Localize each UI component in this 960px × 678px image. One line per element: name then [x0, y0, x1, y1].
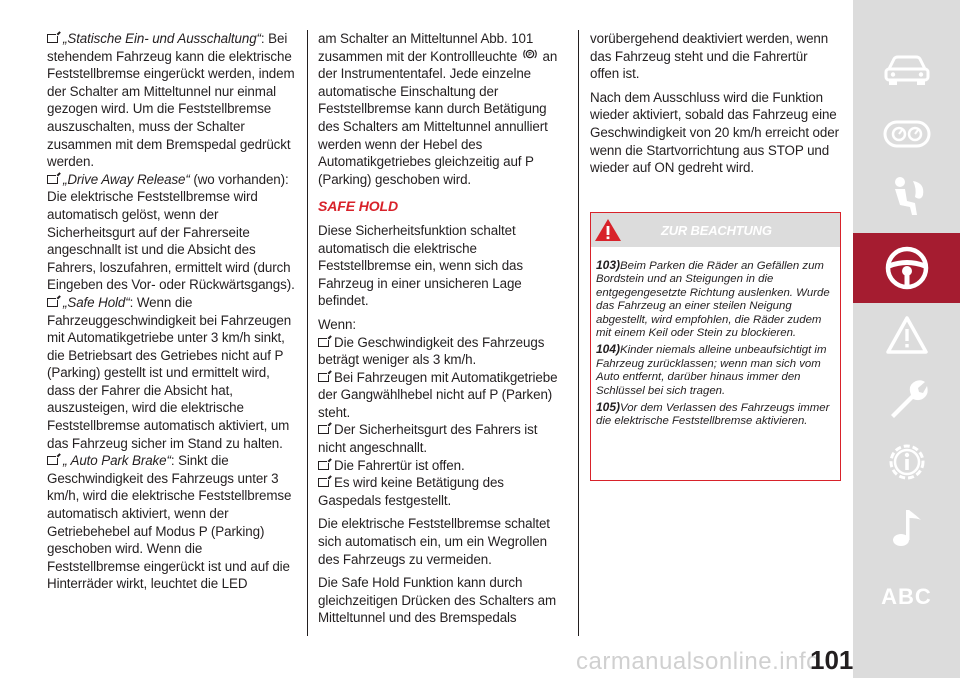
svg-text:P: P	[528, 51, 532, 58]
dashboard-icon	[883, 119, 931, 149]
bullet-drive-away	[47, 171, 297, 294]
sidebar-item-warnings[interactable]	[853, 300, 960, 370]
column-divider	[578, 30, 579, 636]
condition-item	[318, 334, 566, 369]
wrench-icon	[885, 377, 929, 421]
car-icon	[883, 55, 931, 87]
warning-note	[596, 401, 836, 429]
item-title: „Statische Ein- und Ausschaltung“	[63, 31, 261, 46]
watermark: carmanualsonline.info	[576, 648, 820, 675]
wenn-label: Wenn:	[318, 316, 356, 332]
paragraph: Die elektrische Feststellbremse schaltet sich automatisch ein, um ein Wegrollen des Fahrzeugs zu vermeiden.	[318, 516, 550, 567]
note-text: Beim Parken die Räder an Gefällen zum Bordstein und an Steigungen in die entgegengesetzte Richtung auslenken. Wurde das Fahrzeug an einer steilen Neigung abgestellt, wird empfohlen, die Räder zudem mit einem Keil oder Stein zu blockieren.	[596, 260, 830, 340]
paragraph-text: an der Instrumententafel. Jede einzelne automatische Einschaltung der Feststellbremse kann durch Betätigung des Schalters am Mitteltunnel annulliert werden wenn der Hebel des Automatikgetriebes gleichzeitig auf P (Parking) geschoben wird.	[318, 48, 558, 187]
sidebar-item-multimedia[interactable]	[853, 493, 960, 563]
continuation-paragraph	[318, 30, 566, 188]
item-text: : Wenn die Fahrzeuggeschwindigkeit bei Fahrzeugen mit Automatikgetriebe unter 3 km/h sinkt, die Betriebsart des Getriebes nicht auf P (Parking) gestellt ist und ermittelt wird, dass der Fahrer die Absicht hat, auszusteigen, wird die elektrische Feststellbremse automatisch aktiviert, um das Fahrzeug sicher im Stand zu halten.	[47, 294, 292, 451]
note-number: 103)	[596, 258, 621, 272]
sidebar-item-maintenance[interactable]	[853, 364, 960, 434]
bullet-box-icon	[318, 461, 329, 470]
condition-item	[318, 369, 566, 422]
condition-item	[318, 474, 566, 509]
warning-note	[596, 343, 836, 398]
paragraph-text: am Schalter an Mitteltunnel Abb. 101 zusammen mit der Kontrollleuchte	[318, 31, 534, 64]
parking-brake-warning-icon	[523, 48, 537, 60]
warning-note	[596, 259, 836, 340]
sidebar-item-dashboard[interactable]	[853, 99, 960, 169]
airbag-icon	[885, 175, 929, 219]
item-text: (wo vorhanden): Die elektrische Feststellbremse wird automatisch gelöst, wenn der Sicherheitsgurt auf der Fahrerseite angeschnallt ist und die Absicht des Fahrers, loszufahren, ermittelt wird (durch Eingeben des Vor- oder Rückwärtsgangs).	[47, 171, 295, 293]
sidebar-item-index[interactable]	[853, 562, 960, 632]
condition-text: Die Geschwindigkeit des Fahrzeugs beträgt weniger als 3 km/h.	[318, 334, 545, 368]
bullet-box-icon	[318, 373, 329, 382]
note-number: 104)	[596, 342, 621, 357]
condition-item	[318, 457, 566, 475]
sidebar-item-technical-data[interactable]	[853, 427, 960, 497]
sidebar-item-driving[interactable]	[853, 233, 960, 303]
sidebar-item-safety[interactable]	[853, 162, 960, 232]
item-title: „Drive Away Release“	[63, 171, 190, 187]
warning-box	[590, 212, 841, 481]
warning-icon	[885, 315, 929, 355]
section-heading-safe-hold: SAFE HOLD	[318, 198, 398, 215]
warning-body	[591, 247, 840, 429]
sidebar-item-car[interactable]	[853, 36, 960, 106]
paragraph: Die Safe Hold Funktion kann durch gleichzeitigen Drücken des Schalters am Mitteltunnel und des Bremspedals	[318, 575, 556, 626]
bullet-box-icon	[318, 338, 329, 347]
info-gear-icon	[885, 440, 929, 484]
warning-header	[591, 213, 840, 247]
chapter-sidebar	[853, 0, 960, 678]
steering-wheel-icon	[884, 245, 930, 291]
paragraph: Diese Sicherheitsfunktion schaltet automatisch die elektrische Feststellbremse ein, wenn sich das Fahrzeug in einer unsicheren Lage befindet.	[318, 222, 523, 309]
music-note-icon	[887, 506, 927, 550]
bullet-box-icon	[47, 175, 58, 184]
column-left	[47, 30, 297, 593]
bullet-box-icon	[47, 298, 58, 307]
bullet-static-switching	[47, 30, 297, 171]
paragraph: vorübergehend deaktiviert werden, wenn das Fahrzeug steht und die Fahrertür offen ist.	[590, 31, 829, 82]
condition-text: Die Fahrertür ist offen.	[334, 457, 465, 473]
bullet-auto-park	[47, 452, 297, 593]
column-divider	[307, 30, 308, 636]
note-number: 105)	[596, 400, 621, 415]
condition-item	[318, 421, 566, 456]
condition-text: Bei Fahrzeugen mit Automatikgetriebe der Gangwählhebel nicht auf P (Parken) steht.	[318, 369, 558, 420]
paragraph: Nach dem Ausschluss wird die Funktion wieder aktiviert, sobald das Fahrzeug eine Geschwindigkeit von 20 km/h erreicht oder wenn die Startvorrichtung aus STOP und wieder auf ON gedreht wird.	[590, 89, 839, 176]
condition-text: Der Sicherheitsgurt des Fahrers ist nicht angeschnallt.	[318, 422, 538, 456]
column-right	[590, 30, 840, 183]
note-text: Vor dem Verlassen des Fahrzeugs immer die elektrische Feststellbremse aktivieren.	[596, 402, 830, 428]
warning-title: ZUR BEACHTUNG	[661, 223, 772, 238]
bullet-box-icon	[47, 34, 58, 43]
note-text: Kinder niemals alleine unbeaufsichtigt im Fahrzeug zurücklassen; wenn man sich vom Auto entfernt, darüber hinaus immer den Schlüssel bei sich tragen.	[596, 344, 827, 397]
item-text: : Bei stehendem Fahrzeug kann die elektrische Feststellbremse eingerückt werden, indem der Schalter am Mitteltunnel nur einmal gezogen wird. Um die Feststellbremse auszuschalten, muss der Schalter zusammen mit dem Bremspedal gedrückt werden.	[47, 31, 295, 170]
bullet-box-icon	[318, 425, 329, 434]
bullet-box-icon	[318, 478, 329, 487]
condition-text: Es wird keine Betätigung des Gaspedals festgestellt.	[318, 475, 504, 508]
bullet-safe-hold	[47, 294, 297, 452]
item-title: „Safe Hold“	[63, 294, 130, 310]
abc-index-label: ABC	[881, 584, 932, 609]
bullet-box-icon	[47, 456, 58, 465]
column-middle	[318, 30, 566, 633]
warning-triangle-icon	[593, 217, 623, 243]
item-title: „ Auto Park Brake“	[63, 453, 171, 469]
page-number: 101	[810, 645, 854, 675]
item-text: : Sinkt die Geschwindigkeit des Fahrzeugs unter 3 km/h, wird die elektrische Feststellbremse automatisch aktiviert, wenn der Getriebehebel auf Modus P (Parking) geschoben wird. Wenn die Feststellbremse eingerückt ist und auf die Hinterräder wirkt, leuchtet die LED	[47, 453, 292, 592]
